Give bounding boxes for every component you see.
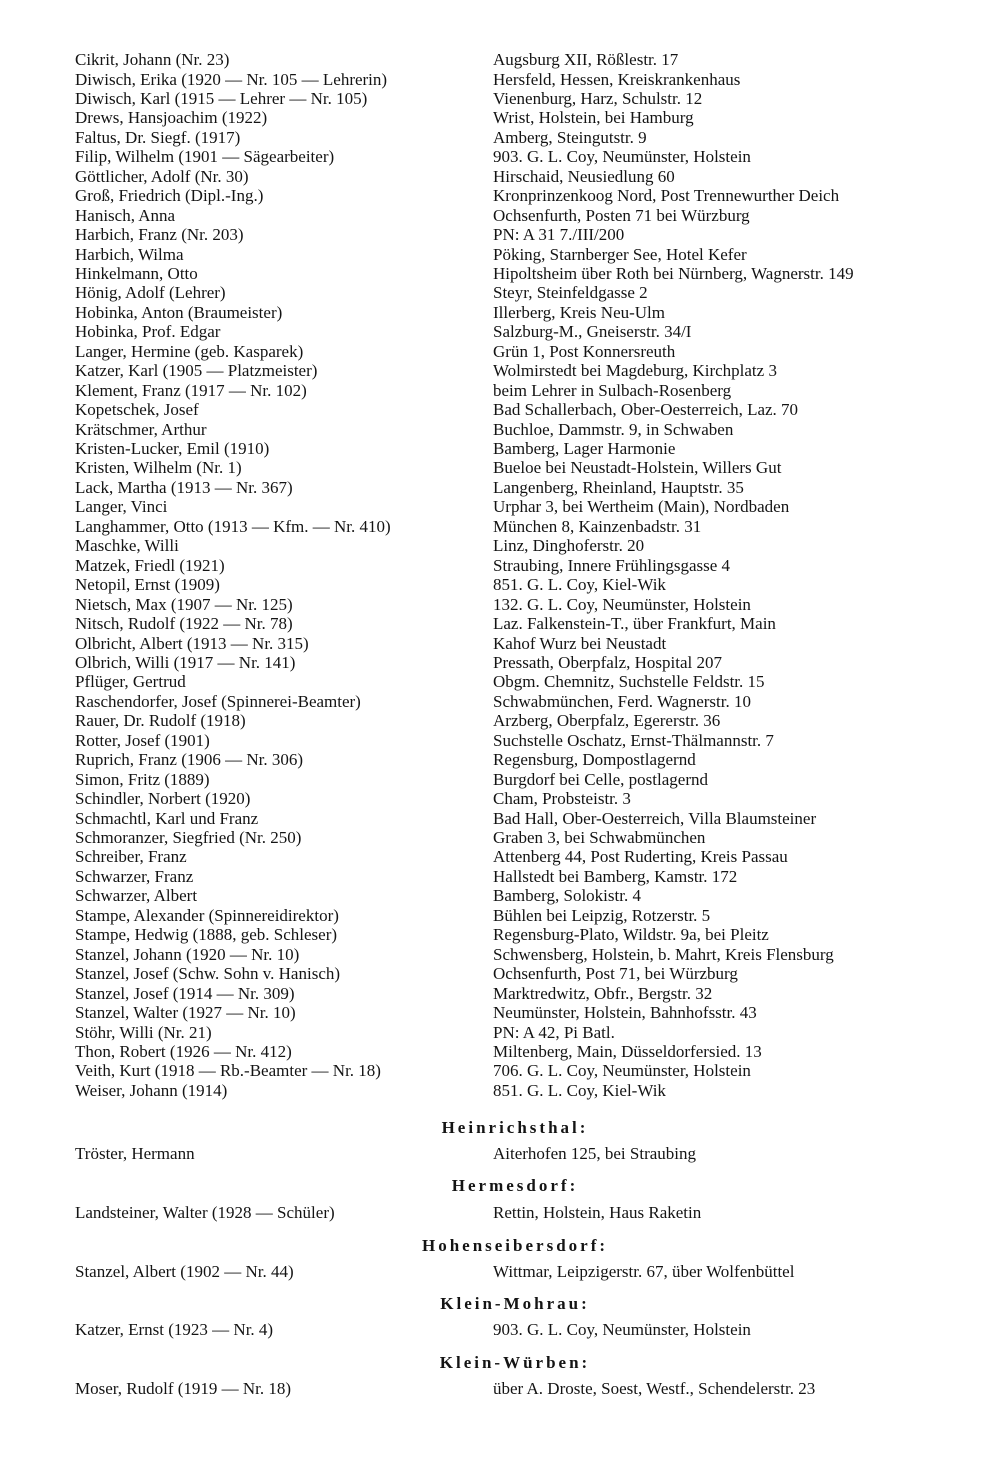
person-address: Straubing, Innere Frühlingsgasse 4: [493, 555, 731, 575]
person-name: Hanisch, Anna: [75, 205, 176, 225]
person-name: Diwisch, Karl (1915 — Lehrer — Nr. 105): [75, 88, 368, 108]
person-name: Stampe, Hedwig (1888, geb. Schleser): [75, 925, 338, 945]
list-item: [75, 789, 955, 809]
person-name: Schwarzer, Albert: [75, 886, 198, 906]
list-item: [75, 517, 955, 537]
person-name: Drews, Hansjoachim (1922): [75, 108, 268, 128]
person-name: Stampe, Alexander (Spinnereidirektor): [75, 905, 339, 925]
person-address: Hallstedt bei Bamberg, Kamstr. 172: [493, 866, 738, 886]
list-item: [75, 634, 955, 654]
person-name: Ruprich, Franz (1906 — Nr. 306): [75, 750, 304, 770]
list-item: [75, 595, 955, 615]
person-address: Aiterhofen 125, bei Straubing: [493, 1144, 697, 1163]
person-address: Regensburg-Plato, Wildstr. 9a, bei Pleitz: [493, 925, 769, 945]
list-item: [75, 711, 955, 731]
list-item: [75, 167, 955, 187]
person-address: Neumünster, Holstein, Bahnhofsstr. 43: [493, 1003, 757, 1022]
person-address: Amberg, Steingutstr. 9: [493, 127, 647, 147]
person-address: Bühlen bei Leipzig, Rotzerstr. 5: [493, 905, 711, 925]
person-name: Stanzel, Josef (1914 — Nr. 309): [75, 983, 295, 1003]
person-name: Olbricht, Albert (1913 — Nr. 315): [75, 633, 309, 653]
person-name: Krätschmer, Arthur: [75, 419, 207, 439]
list-item: [75, 225, 955, 245]
list-item: [75, 614, 955, 634]
person-address: Schwensberg, Holstein, b. Mahrt, Kreis Flensburg: [493, 944, 834, 964]
person-address: Urphar 3, bei Wertheim (Main), Nordbaden: [493, 497, 790, 517]
person-name: Tröster, Hermann: [75, 1144, 195, 1163]
person-address: Hipoltsheim über Roth bei Nürnberg, Wagnerstr. 149: [493, 263, 854, 283]
list-item: [75, 1320, 955, 1340]
person-address: über A. Droste, Soest, Westf., Schendelerstr. 23: [493, 1379, 816, 1398]
person-name: Nietsch, Max (1907 — Nr. 125): [75, 594, 293, 614]
person-name: Göttlicher, Adolf (Nr. 30): [75, 166, 249, 186]
person-name: Matzek, Friedl (1921): [75, 555, 225, 575]
person-address: Schwabmünchen, Ferd. Wagnerstr. 10: [493, 691, 751, 711]
person-name: Landsteiner, Walter (1928 — Schüler): [75, 1203, 335, 1222]
list-item: [75, 400, 955, 420]
person-address: Suchstelle Oschatz, Ernst-Thälmannstr. 7: [493, 730, 774, 750]
person-name: Hobinka, Anton (Braumeister): [75, 302, 283, 322]
list-item: [75, 672, 955, 692]
person-name: Rotter, Josef (1901): [75, 730, 210, 750]
person-address: München 8, Kainzenbadstr. 31: [493, 516, 702, 536]
person-address: 903. G. L. Coy, Neumünster, Holstein: [493, 147, 751, 167]
list-item: [75, 984, 955, 1004]
person-name: Schmoranzer, Siegfried (Nr. 250): [75, 828, 302, 847]
person-address: Marktredwitz, Obfr., Bergstr. 32: [493, 983, 713, 1003]
list-item: [75, 420, 955, 440]
person-name: Kristen-Lucker, Emil (1910): [75, 439, 270, 458]
person-address: Arzberg, Oberpfalz, Egererstr. 36: [493, 711, 721, 731]
person-name: Netopil, Ernst (1909): [75, 575, 220, 595]
section-heading: Heinrichsthal:: [441, 1118, 589, 1137]
person-name: Schwarzer, Franz: [75, 866, 194, 886]
person-name: Maschke, Willi: [75, 536, 179, 556]
person-name: Stanzel, Walter (1927 — Nr. 10): [75, 1003, 296, 1022]
list-item: [75, 1042, 955, 1062]
person-address: Attenberg 44, Post Ruderting, Kreis Passau: [493, 847, 788, 867]
list-item: [75, 361, 955, 381]
person-address: 851. G. L. Coy, Kiel-Wik: [493, 575, 666, 595]
person-address: 706. G. L. Coy, Neumünster, Holstein: [493, 1061, 751, 1081]
person-name: Raschendorfer, Josef (Spinnerei-Beamter): [75, 691, 361, 711]
person-name: Harbich, Franz (Nr. 203): [75, 225, 244, 244]
list-item: [75, 458, 955, 478]
list-item: [75, 381, 955, 401]
person-name: Kristen, Wilhelm (Nr. 1): [75, 458, 242, 478]
list-item: [75, 108, 955, 128]
person-name: Schindler, Norbert (1920): [75, 789, 251, 809]
list-item: [75, 536, 955, 556]
list-item: [75, 1003, 955, 1023]
person-name: Hönig, Adolf (Lehrer): [75, 283, 226, 303]
person-address: 903. G. L. Coy, Neumünster, Holstein: [493, 1320, 751, 1339]
person-address: Bad Hall, Ober-Oesterreich, Villa Blaumsteiner: [493, 808, 817, 828]
person-address: Pressath, Oberpfalz, Hospital 207: [493, 652, 722, 672]
list-item: [75, 128, 955, 148]
person-address: Illerberg, Kreis Neu-Ulm: [493, 302, 665, 322]
list-item: [75, 906, 955, 926]
list-item: [75, 964, 955, 984]
person-address: Kahof Wurz bei Neustadt: [493, 633, 667, 653]
list-item: [75, 925, 955, 945]
list-item: [75, 828, 955, 848]
person-address: 851. G. L. Coy, Kiel-Wik: [493, 1080, 666, 1100]
list-item: [75, 283, 955, 303]
person-address: Augsburg XII, Rößlestr. 17: [493, 50, 679, 69]
list-item: [75, 342, 955, 362]
list-item: [75, 1061, 955, 1081]
list-item: [75, 750, 955, 770]
person-name: Groß, Friedrich (Dipl.-Ing.): [75, 186, 264, 206]
person-name: Langer, Hermine (geb. Kasparek): [75, 341, 304, 361]
list-item: [75, 439, 955, 459]
list-item: [75, 89, 955, 109]
list-item: [75, 1262, 955, 1282]
list-item: [75, 303, 955, 323]
list-item: [75, 770, 955, 790]
list-item: [75, 50, 955, 70]
list-item: [75, 692, 955, 712]
person-address: Kronprinzenkoog Nord, Post Trennewurther Deich: [493, 186, 840, 206]
list-item: [75, 478, 955, 498]
person-address: Cham, Probsteistr. 3: [493, 789, 631, 809]
person-name: Hinkelmann, Otto: [75, 263, 198, 283]
person-address: Grün 1, Post Konnersreuth: [493, 341, 676, 361]
person-address: Wittmar, Leipzigerstr. 67, über Wolfenbüttel: [493, 1262, 795, 1281]
list-item: [75, 653, 955, 673]
person-name: Pflüger, Gertrud: [75, 672, 186, 692]
person-name: Katzer, Ernst (1923 — Nr. 4): [75, 1320, 274, 1339]
person-address: Ochsenfurth, Posten 71 bei Würzburg: [493, 205, 750, 225]
person-address: Linz, Dinghoferstr. 20: [493, 536, 645, 556]
list-item: [75, 1144, 955, 1164]
person-name: Veith, Kurt (1918 — Rb.-Beamter — Nr. 18): [75, 1061, 381, 1081]
list-item: [75, 70, 955, 90]
person-address: Laz. Falkenstein-T., über Frankfurt, Main: [493, 614, 776, 633]
person-name: Stanzel, Josef (Schw. Sohn v. Hanisch): [75, 964, 341, 984]
list-item: [75, 945, 955, 965]
person-name: Klement, Franz (1917 — Nr. 102): [75, 380, 307, 400]
person-address: Regensburg, Dompostlagernd: [493, 750, 696, 770]
section-heading: Klein-Würben:: [439, 1353, 591, 1372]
list-item: [75, 1203, 955, 1223]
person-name: Nitsch, Rudolf (1922 — Nr. 78): [75, 614, 293, 633]
person-name: Moser, Rudolf (1919 — Nr. 18): [75, 1379, 292, 1398]
person-address: Hirschaid, Neusiedlung 60: [493, 166, 675, 186]
person-address: Bueloe bei Neustadt-Holstein, Willers Gut: [493, 458, 782, 478]
person-address: Obgm. Chemnitz, Suchstelle Feldstr. 15: [493, 672, 765, 692]
list-item: [75, 556, 955, 576]
person-address: Salzburg-M., Gneiserstr. 34/I: [493, 322, 692, 342]
person-address: Langenberg, Rheinland, Hauptstr. 35: [493, 477, 744, 497]
list-item: [75, 186, 955, 206]
list-item: [75, 575, 955, 595]
person-address: beim Lehrer in Sulbach-Rosenberg: [493, 380, 732, 400]
person-address: PN: A 42, Pi Batl.: [493, 1022, 615, 1042]
person-address: Graben 3, bei Schwabmünchen: [493, 828, 706, 847]
list-item: [75, 264, 955, 284]
list-item: [75, 497, 955, 517]
person-address: Buchloe, Dammstr. 9, in Schwaben: [493, 419, 734, 439]
person-name: Schmachtl, Karl und Franz: [75, 808, 259, 828]
person-address: Steyr, Steinfeldgasse 2: [493, 283, 648, 303]
list-item: [75, 1023, 955, 1043]
person-name: Schreiber, Franz: [75, 847, 187, 867]
person-name: Rauer, Dr. Rudolf (1918): [75, 711, 246, 731]
person-name: Langhammer, Otto (1913 — Kfm. — Nr. 410): [75, 516, 391, 536]
person-name: Hobinka, Prof. Edgar: [75, 322, 221, 342]
person-address: PN: A 31 7./III/200: [493, 225, 625, 244]
person-name: Thon, Robert (1926 — Nr. 412): [75, 1041, 292, 1061]
section-heading: Klein-Mohrau:: [440, 1294, 590, 1313]
person-name: Katzer, Karl (1905 — Platzmeister): [75, 361, 318, 381]
list-item: [75, 1379, 955, 1399]
person-address: Rettin, Holstein, Haus Raketin: [493, 1203, 702, 1222]
person-name: Weiser, Johann (1914): [75, 1080, 228, 1100]
person-address: Bad Schallerbach, Ober-Oesterreich, Laz. 70: [493, 400, 799, 420]
person-address: Vienenburg, Harz, Schulstr. 12: [493, 88, 703, 108]
person-address: 132. G. L. Coy, Neumünster, Holstein: [493, 594, 751, 614]
person-address: Ochsenfurth, Post 71, bei Würzburg: [493, 964, 738, 984]
list-item: [75, 1081, 955, 1101]
list-item: [75, 886, 955, 906]
section-heading: Hohenseibersdorf:: [421, 1236, 609, 1255]
person-name: Simon, Fritz (1889): [75, 769, 210, 789]
list-item: [75, 847, 955, 867]
list-item: [75, 206, 955, 226]
person-name: Langer, Vinci: [75, 497, 168, 517]
person-name: Lack, Martha (1913 — Nr. 367): [75, 477, 293, 497]
person-name: Stanzel, Johann (1920 — Nr. 10): [75, 944, 300, 964]
person-address: Hersfeld, Hessen, Kreiskrankenhaus: [493, 69, 741, 89]
list-item: [75, 809, 955, 829]
person-name: Harbich, Wilma: [75, 244, 184, 264]
person-name: Olbrich, Willi (1917 — Nr. 141): [75, 652, 296, 672]
person-name: Diwisch, Erika (1920 — Nr. 105 — Lehrerin): [75, 69, 388, 89]
list-item: [75, 245, 955, 265]
person-name: Filip, Wilhelm (1901 — Sägearbeiter): [75, 147, 335, 167]
person-address: Wolmirstedt bei Magdeburg, Kirchplatz 3: [493, 361, 777, 381]
person-name: Stöhr, Willi (Nr. 21): [75, 1022, 212, 1042]
person-address: Miltenberg, Main, Düsseldorfersied. 13: [493, 1041, 762, 1061]
person-address: Bamberg, Solokistr. 4: [493, 886, 641, 906]
person-name: Faltus, Dr. Siegf. (1917): [75, 127, 241, 147]
list-item: [75, 867, 955, 887]
list-item: [75, 147, 955, 167]
person-name: Cikrit, Johann (Nr. 23): [75, 50, 230, 69]
person-address: Pöking, Starnberger See, Hotel Kefer: [493, 244, 747, 264]
list-item: [75, 322, 955, 342]
person-name: Stanzel, Albert (1902 — Nr. 44): [75, 1262, 294, 1281]
person-address: Burgdorf bei Celle, postlagernd: [493, 769, 708, 789]
person-name: Kopetschek, Josef: [75, 400, 199, 420]
person-address: Bamberg, Lager Harmonie: [493, 439, 676, 458]
list-item: [75, 731, 955, 751]
person-address: Wrist, Holstein, bei Hamburg: [493, 108, 694, 128]
section-heading: Hermesdorf:: [451, 1176, 579, 1195]
